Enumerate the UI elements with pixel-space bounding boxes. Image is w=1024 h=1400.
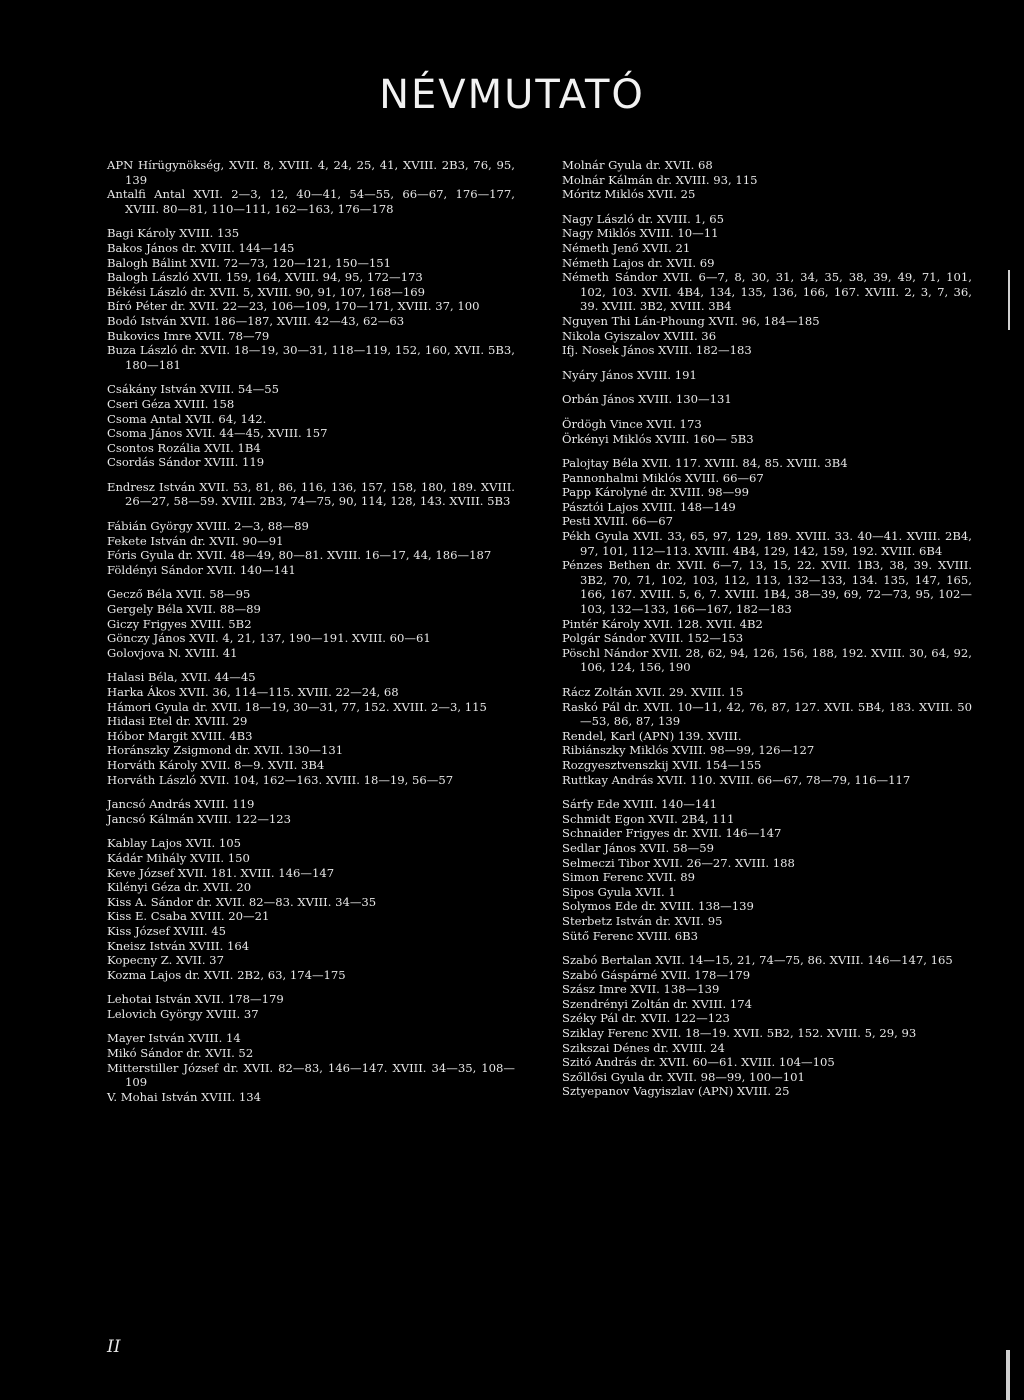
index-entry: Pesti XVIII. 66—67	[562, 514, 673, 529]
index-entry: Polgár Sándor XVIII. 152—153	[562, 631, 744, 646]
index-entry: Halasi Béla, XVII. 44—45	[107, 670, 256, 685]
index-entry: Mayer István XVIII. 14	[107, 1031, 241, 1046]
index-entry: Pénzes Bethen dr. XVII. 6—7, 13, 15, 22. XVII. 1B3, 38, 39. XVIII. 3B2, 70, 71, 102, 103, 112, 113, 132—133, 134. 135, 147, 165, 166, 167. XVIII. 5, 6, 7. XVIII. 1B4, 38—39, 69, 72—73, 95, 102—103, 132—133, 166—167, 182—183	[562, 558, 972, 617]
index-entry: Papp Károlyné dr. XVIII. 98—99	[562, 485, 749, 500]
index-entry: Szabó Gáspárné XVII. 178—179	[562, 967, 751, 982]
index-entry: Fekete István dr. XVII. 90—91	[107, 533, 284, 548]
index-entry: Csoma János XVII. 44—45, XVIII. 157	[107, 426, 328, 441]
index-entry: Hámori Gyula dr. XVII. 18—19, 30—31, 77, 152. XVIII. 2—3, 115	[107, 699, 487, 714]
group-gap	[107, 470, 515, 480]
index-entry: Rozgyesztvenszkij XVII. 154—155	[562, 757, 762, 772]
index-entry: Schnaider Frigyes dr. XVII. 146—147	[562, 826, 782, 841]
group-gap	[107, 216, 515, 226]
index-entry: Sipos Gyula XVII. 1	[562, 884, 676, 899]
index-entry: Sztyepanov Vagyiszlav (APN) XVIII. 25	[562, 1084, 790, 1099]
index-entry: Ifj. Nosek János XVIII. 182—183	[562, 343, 752, 358]
group-gap	[107, 787, 515, 797]
index-entry: Pásztói Lajos XVIII. 148—149	[562, 499, 736, 514]
group-gap	[107, 577, 515, 587]
index-entry: Bukovics Imre XVII. 78—79	[107, 328, 270, 343]
index-entry: APN Hírügynökség, XVII. 8, XVIII. 4, 24, 25, 41, XVIII. 2B3, 76, 95, 139	[107, 158, 515, 187]
index-entry: Szász Imre XVII. 138—139	[562, 982, 720, 997]
index-entry: Raskó Pál dr. XVII. 10—11, 42, 76, 87, 127. XVII. 5B4, 183. XVIII. 50—53, 86, 87, 139	[562, 699, 972, 729]
index-entry: Békési László dr. XVII. 5, XVIII. 90, 91, 107, 168—169	[107, 284, 425, 299]
index-entry: Schmidt Egon XVII. 2B4, 111	[562, 811, 735, 826]
page-number: II	[107, 1337, 121, 1357]
index-entry: Kozma Lajos dr. XVII. 2B2, 63, 174—175	[107, 967, 346, 982]
index-entry: Kilényi Géza dr. XVII. 20	[107, 880, 252, 895]
index-entry: Horváth Károly XVII. 8—9. XVII. 3B4	[107, 757, 325, 772]
group-gap	[107, 372, 515, 382]
index-entry: Örkényi Miklós XVIII. 160— 5B3	[562, 431, 754, 446]
index-column-left	[107, 158, 515, 1104]
index-entry: Horváth László XVII. 104, 162—163. XVIII. 18—19, 56—57	[107, 772, 454, 787]
group-gap	[562, 787, 972, 797]
index-entry: Csákány István XVIII. 54—55	[107, 382, 280, 397]
index-entry: Horánszky Zsigmond dr. XVII. 130—131	[107, 743, 344, 758]
group-gap	[562, 675, 972, 685]
index-entry: Csordás Sándor XVIII. 119	[107, 455, 265, 470]
index-entry: Csoma Antal XVII. 64, 142.	[107, 411, 267, 426]
index-entry: Móritz Miklós XVII. 25	[562, 187, 696, 202]
page-title: NÉVMUTATÓ	[379, 72, 645, 118]
index-entry: Sárfy Ede XVIII. 140—141	[562, 797, 717, 812]
index-entry: Gönczy János XVII. 4, 21, 137, 190—191. XVIII. 60—61	[107, 631, 431, 646]
scan-edge-mark	[1006, 1350, 1010, 1400]
index-entry: Kádár Mihály XVIII. 150	[107, 850, 250, 865]
index-entry: Fábián György XVIII. 2—3, 88—89	[107, 519, 309, 534]
index-entry: Szikszai Dénes dr. XVIII. 24	[562, 1040, 725, 1055]
index-entry: Ribiánszky Miklós XVIII. 98—99, 126—127	[562, 743, 815, 758]
index-entry: Ruttkay András XVII. 110. XVIII. 66—67, 78—79, 116—117	[562, 772, 911, 787]
index-entry: Pöschl Nándor XVII. 28, 62, 94, 126, 156, 188, 192. XVIII. 30, 64, 92, 106, 124, 156, 190	[562, 645, 972, 675]
index-entry: Jancsó András XVIII. 119	[107, 797, 255, 812]
index-entry: Golovjova N. XVIII. 41	[107, 645, 238, 660]
index-entry: Nyáry János XVIII. 191	[562, 367, 697, 382]
group-gap	[107, 982, 515, 992]
index-entry: Endresz István XVII. 53, 81, 86, 116, 136, 157, 158, 180, 189. XVIII. 26—27, 58—59. XVIII. 2B3, 74—75, 90, 114, 128, 143. XVIII. 5B3	[107, 479, 515, 509]
index-entry: Gecző Béla XVII. 58—95	[107, 587, 251, 602]
index-entry: Kablay Lajos XVII. 105	[107, 836, 241, 851]
index-entry: Sedlar János XVII. 58—59	[562, 840, 714, 855]
index-entry: Sziklay Ferenc XVII. 18—19. XVII. 5B2, 152. XVIII. 5, 29, 93	[562, 1026, 917, 1041]
index-entry: Molnár Gyula dr. XVII. 68	[562, 158, 713, 172]
index-entry: Sterbetz István dr. XVII. 95	[562, 913, 723, 928]
index-entry: Bakos János dr. XVIII. 144—145	[107, 240, 295, 255]
index-entry: Fóris Gyula dr. XVII. 48—49, 80—81. XVIII. 16—17, 44, 186—187	[107, 548, 492, 563]
index-entry: Nagy László dr. XVIII. 1, 65	[562, 211, 725, 226]
index-entry: Selmeczi Tibor XVII. 26—27. XVIII. 188	[562, 855, 795, 870]
index-entry: Buza László dr. XVII. 18—19, 30—31, 118—119, 152, 160, XVII. 5B3, 180—181	[107, 343, 515, 372]
index-entry: Bíró Péter dr. XVII. 22—23, 106—109, 170—171, XVIII. 37, 100	[107, 299, 480, 314]
index-entry: Szabó Bertalan XVII. 14—15, 21, 74—75, 86. XVIII. 146—147, 165	[562, 953, 953, 968]
index-entry: Németh Sándor XVII. 6—7, 8, 30, 31, 34, 35, 38, 39, 49, 71, 101, 102, 103. XVII. 4B4, 134, 135, 136, 166, 167. XVIII. 2, 3, 7, 36, 39. XVIII. 3B2, XVIII. 3B4	[562, 270, 972, 314]
index-entry: Antalfi Antal XVII. 2—3, 12, 40—41, 54—55, 66—67, 176—177, XVIII. 80—81, 110—111, 162—163, 176—178	[107, 187, 515, 216]
index-entry: Németh Lajos dr. XVII. 69	[562, 255, 715, 270]
scan-edge-mark	[1008, 270, 1010, 330]
index-entry: Keve József XVII. 181. XVIII. 146—147	[107, 865, 335, 880]
group-gap	[107, 509, 515, 519]
index-entry: Cseri Géza XVIII. 158	[107, 396, 235, 411]
index-entry: Solymos Ede dr. XVIII. 138—139	[562, 899, 754, 914]
index-entry: Pintér Károly XVII. 128. XVII. 4B2	[562, 616, 763, 631]
index-entry: Rendel, Karl (APN) 139. XVIII.	[562, 728, 742, 743]
index-entry: Szendrényi Zoltán dr. XVIII. 174	[562, 996, 753, 1011]
index-entry: Kiss A. Sándor dr. XVII. 82—83. XVIII. 34—35	[107, 894, 377, 909]
index-entry: Csontos Rozália XVII. 1B4	[107, 440, 261, 455]
index-entry: Bagi Károly XVIII. 135	[107, 226, 240, 241]
index-entry: Palojtay Béla XVII. 117. XVIII. 84, 85. XVIII. 3B4	[562, 456, 848, 471]
index-entry: Kiss E. Csaba XVIII. 20—21	[107, 909, 270, 924]
index-entry: Pannonhalmi Miklós XVIII. 66—67	[562, 470, 764, 485]
index-entry: Németh Jenő XVII. 21	[562, 240, 691, 255]
index-entry: Nikola Gyiszalov XVIII. 36	[562, 328, 717, 343]
index-entry: Kopecny Z. XVII. 37	[107, 953, 224, 968]
index-entry: Sütő Ferenc XVIII. 6B3	[562, 928, 699, 943]
index-entry: Hidasi Etel dr. XVIII. 29	[107, 714, 248, 729]
index-entry: Harka Ákos XVII. 36, 114—115. XVIII. 22—24, 68	[107, 685, 399, 699]
index-entry: V. Mohai István XVIII. 134	[107, 1089, 262, 1104]
index-entry: Kiss József XVIII. 45	[107, 923, 226, 938]
index-entry: Nagy Miklós XVIII. 10—11	[562, 226, 719, 241]
index-column-right	[562, 158, 972, 1099]
index-entry: Balogh Bálint XVII. 72—73, 120—121, 150—151	[107, 255, 392, 270]
group-gap	[107, 826, 515, 836]
index-entry: Nguyen Thi Lán-Phoung XVII. 96, 184—185	[562, 313, 820, 328]
index-entry: Szitó András dr. XVII. 60—61. XVIII. 104—105	[562, 1055, 835, 1070]
index-entry: Orbán János XVIII. 130—131	[562, 392, 732, 407]
index-entry: Lelovich György XVIII. 37	[107, 1006, 259, 1021]
index-entry: Jancsó Kálmán XVIII. 122—123	[107, 811, 292, 826]
group-gap	[107, 660, 515, 670]
index-entry: Ördögh Vince XVII. 173	[562, 416, 702, 431]
index-entry: Pékh Gyula XVII. 33, 65, 97, 129, 189. XVIII. 33. 40—41. XVIII. 2B4, 97, 101, 112—113. XVIII. 4B4, 129, 142, 159, 192. XVIII. 6B4	[562, 529, 972, 558]
index-entry: Földényi Sándor XVII. 140—141	[107, 562, 296, 577]
index-entry: Balogh László XVII. 159, 164, XVIII. 94, 95, 172—173	[107, 270, 423, 285]
index-entry: Szőllősi Gyula dr. XVII. 98—99, 100—101	[562, 1069, 805, 1084]
index-entry: Bodó István XVII. 186—187, XVIII. 42—43, 62—63	[107, 313, 405, 328]
group-gap	[107, 1021, 515, 1031]
group-gap	[562, 202, 972, 212]
index-entry: Kneisz István XVIII. 164	[107, 938, 250, 953]
index-entry: Széky Pál dr. XVII. 122—123	[562, 1011, 730, 1026]
index-entry: Lehotai István XVII. 178—179	[107, 992, 284, 1007]
index-entry: Giczy Frigyes XVIII. 5B2	[107, 616, 252, 631]
index-entry: Molnár Kálmán dr. XVIII. 93, 115	[562, 172, 758, 187]
index-entry: Gergely Béla XVII. 88—89	[107, 602, 261, 617]
index-entry: Simon Ferenc XVII. 89	[562, 870, 696, 885]
group-gap	[562, 382, 972, 392]
index-entry: Mikó Sándor dr. XVII. 52	[107, 1046, 254, 1061]
index-entry: Rácz Zoltán XVII. 29. XVIII. 15	[562, 685, 744, 699]
group-gap	[562, 358, 972, 368]
group-gap	[562, 446, 972, 456]
index-entry: Mitterstiller József dr. XVII. 82—83, 146—147. XVIII. 34—35, 108—109	[107, 1060, 515, 1090]
index-entry: Hóbor Margit XVIII. 4B3	[107, 728, 253, 743]
group-gap	[562, 943, 972, 953]
group-gap	[562, 407, 972, 417]
